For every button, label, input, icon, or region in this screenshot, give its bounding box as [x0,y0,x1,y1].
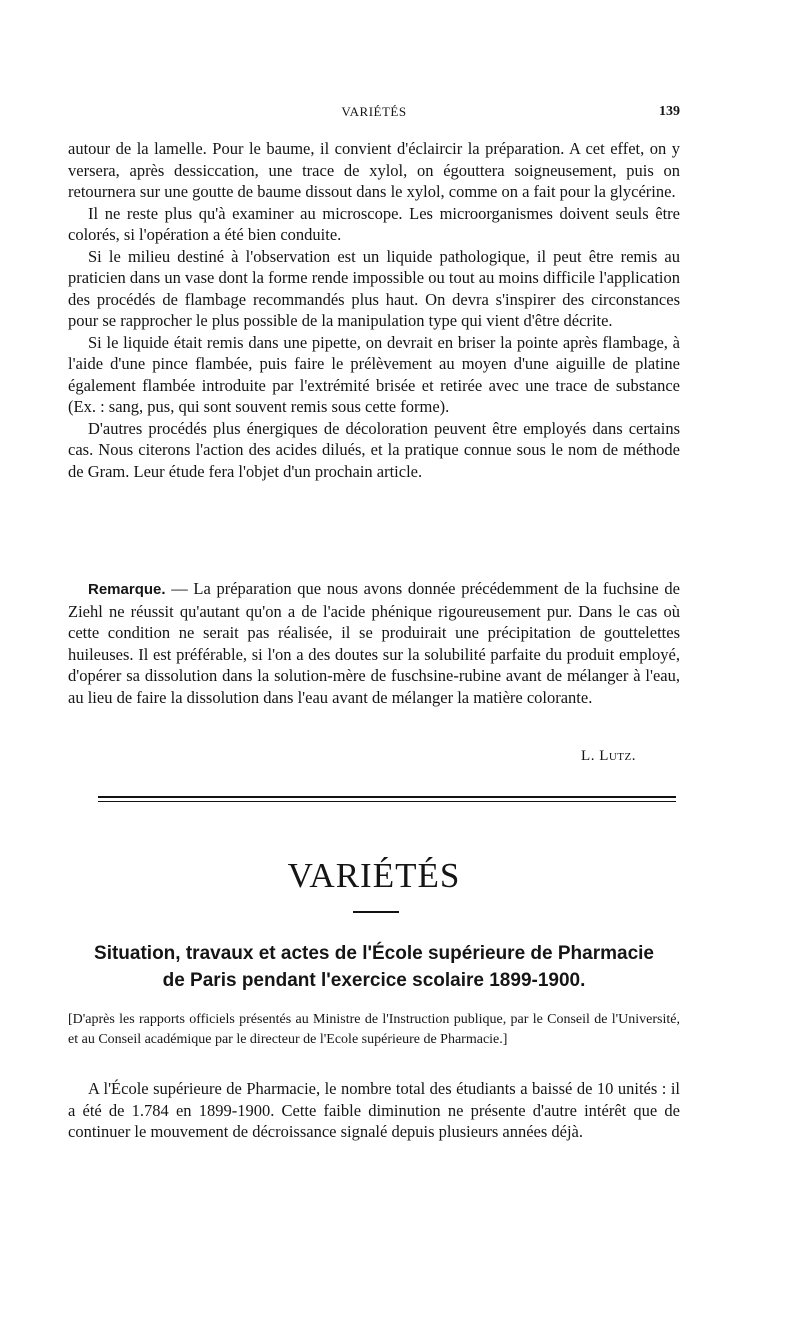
remark-paragraph [68,578,680,708]
article-body [68,1078,680,1143]
source-note: [D'après les rapports officiels présentés au Ministre de l'Instruction publique, par le Conseil de l'Université, et au Conseil académique par le directeur de l'Ecole supérieure de Pharmacie.] [68,1012,680,1047]
section-divider-thick [98,796,676,798]
paragraph-microscope: Il ne reste plus qu'à examiner au microscope. Les microorganismes doivent seuls être colorés, si l'opération a été bien conduite. [68,203,680,244]
section-heading: VARIÉTÉS [287,856,461,895]
heading-underline [353,911,399,913]
running-title: VARIÉTÉS [341,104,407,119]
running-head [68,104,680,126]
paragraph-continuation: autour de la lamelle. Pour le baume, il convient d'éclaircir la préparation. A cet effet, on y versera, après dessiccation, une trace de xylol, on égouttera soigneusement, puis on retournera sur une goutte de baume dissout dans le xylol, comme on a fait pour la glycérine. [68,139,680,201]
article-title-line-1: Situation, travaux et actes de l'École supérieure de Pharmacie [94,943,654,964]
page-number: 139 [659,104,680,119]
paragraph-pipette: Si le liquide était remis dans une pipette, on devrait en briser la pointe après flambage, à l'aide d'une pince flambée, puis faire le prélèvement au moyen d'une aiguille de platine également flambée introduite par l'extrémité brisée et retirée avec une trace de substance (Ex. : sang, pus, qui sont souvent remis sous cette forme). [68,332,680,416]
remark-label: Remarque. [88,581,166,598]
article-title [68,940,680,994]
section-one [68,138,680,482]
signature-initial: L. [581,748,600,764]
paragraph-pathological-liquid: Si le milieu destiné à l'observation est un liquide pathologique, il peut être remis au praticien dans un vase dont la forme rende impossible ou tout au moins difficile l'application des procédés de flambage recommandés plus haut. On devra s'inspirer des circonstances pour se rapprocher le plus possible de la manipulation type qui vient d'être décrite. [68,246,680,330]
author-signature [581,748,636,765]
article-title-line-2: de Paris pendant l'exercice scolaire 1899-1900. [162,970,586,991]
paragraph-students: A l'École supérieure de Pharmacie, le nombre total des étudiants a baissé de 10 unités : il a été de 1.784 en 1899-1900. Cette faible diminution ne présente d'autre intérêt que de continuer le mouvement de décroissance signalé depuis plusieurs années déjà. [68,1079,680,1141]
remark-text: — La préparation que nous avons donnée précédemment de la fuchsine de Ziehl ne réussit qu'autant qu'on a de l'acide phénique rigoureusement pur. Dans le cas où cette condition ne serait pas réalisée, il se produirait une précipitation de gouttelettes huileuses. Il est préférable, si l'on a des doutes sur la solubilité parfaite du produit employé, d'opérer sa dissolution dans la solution-mère de fuschsine-rubine avant de mélanger à l'eau, au lieu de faire la dissolution dans l'eau avant de mélanger la matière colorante. [68,579,680,707]
signature-surname: Lutz. [599,748,636,764]
paragraph-decoloration: D'autres procédés plus énergiques de décoloration peuvent être employés dans certains cas. Nous citerons l'action des acides dilués, et la pratique connue sous le nom de méthode de Gram. Leur étude fera l'objet d'un prochain article. [68,418,680,481]
section-divider-thin [98,801,676,802]
